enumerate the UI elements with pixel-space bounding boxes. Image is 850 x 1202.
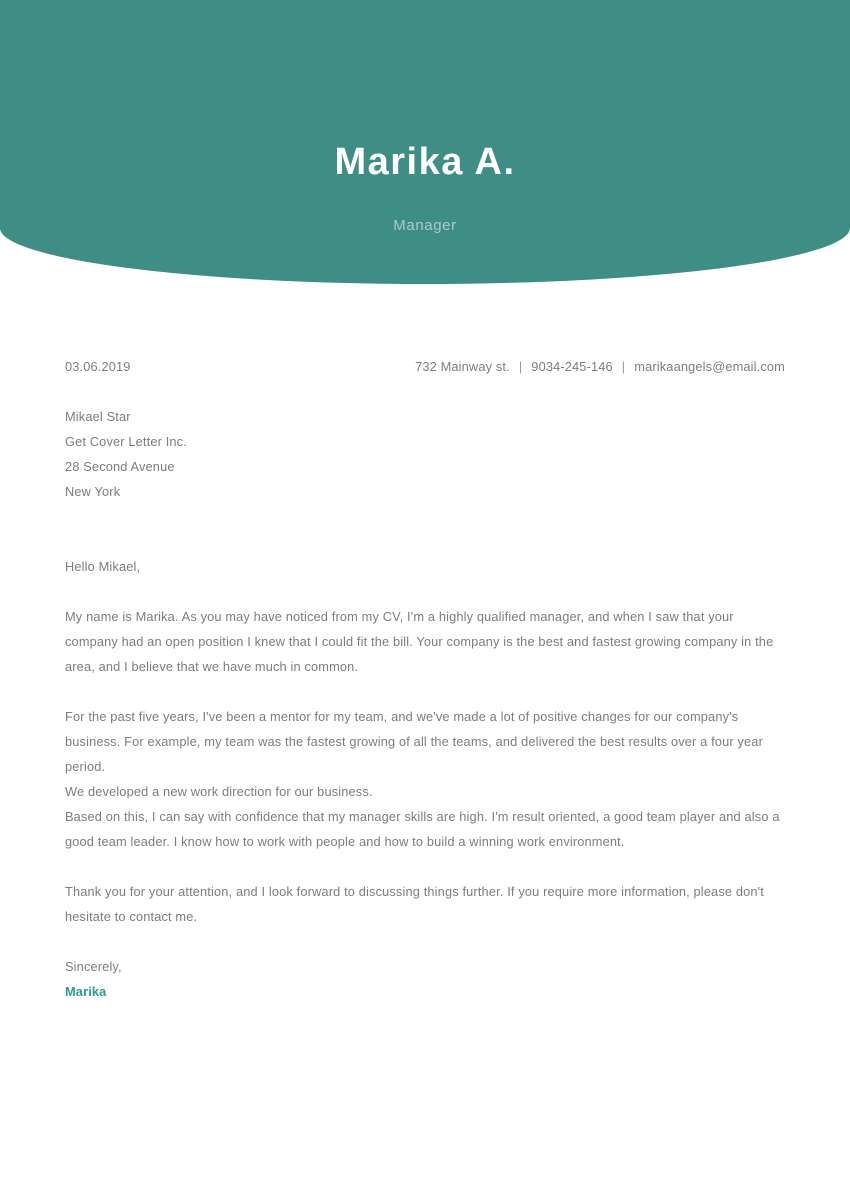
recipient-company: Get Cover Letter Inc. (65, 434, 187, 449)
signature-name: Marika (65, 984, 107, 999)
letter-body-area (0, 354, 850, 1004)
paragraph-intro: My name is Marika. As you may have noticed from my CV, I'm a highly qualified manager, and when I saw that your company had an open position I knew that I could fit the bill. Your company is the best and fastest growing company in the area, and I believe that we have much in common. (65, 609, 774, 674)
closing-block (65, 954, 785, 1004)
greeting: Hello Mikael, (65, 559, 141, 574)
contact-separator: | (518, 359, 523, 374)
applicant-job-title: Manager (393, 217, 457, 234)
closing-salutation: Sincerely, (65, 959, 122, 974)
contact-address: 732 Mainway st. (415, 359, 510, 374)
recipient-street: 28 Second Avenue (65, 459, 175, 474)
contact-separator: | (621, 359, 626, 374)
recipient-city: New York (65, 484, 121, 499)
contact-phone: 9034-245-146 (531, 359, 613, 374)
letter-date: 03.06.2019 (65, 359, 131, 374)
recipient-block (65, 404, 785, 504)
info-bar (65, 354, 785, 379)
recipient-name: Mikael Star (65, 409, 131, 424)
contact-details (415, 354, 785, 379)
applicant-name: Marika A. (334, 141, 516, 183)
paragraph-experience-line: Based on this, I can say with confidence that my manager skills are high. I'm result oriented, a good team player and also a good team leader. I know how to work with people and how to build a winning work environment. (65, 809, 780, 849)
paragraph-experience-line: We developed a new work direction for our business. (65, 784, 373, 799)
paragraph-experience-line: For the past five years, I've been a mentor for my team, and we've made a lot of positive changes for our company's business. For example, my team was the fastest growing of all the teams, and delivered the best results over a four year period. (65, 709, 763, 774)
paragraph-experience (65, 704, 785, 854)
letter-header (0, 0, 850, 284)
paragraph-thanks: Thank you for your attention, and I look forward to discussing things further. If you require more information, please don't hesitate to contact me. (65, 884, 764, 924)
contact-email: marikaangels@email.com (634, 359, 785, 374)
